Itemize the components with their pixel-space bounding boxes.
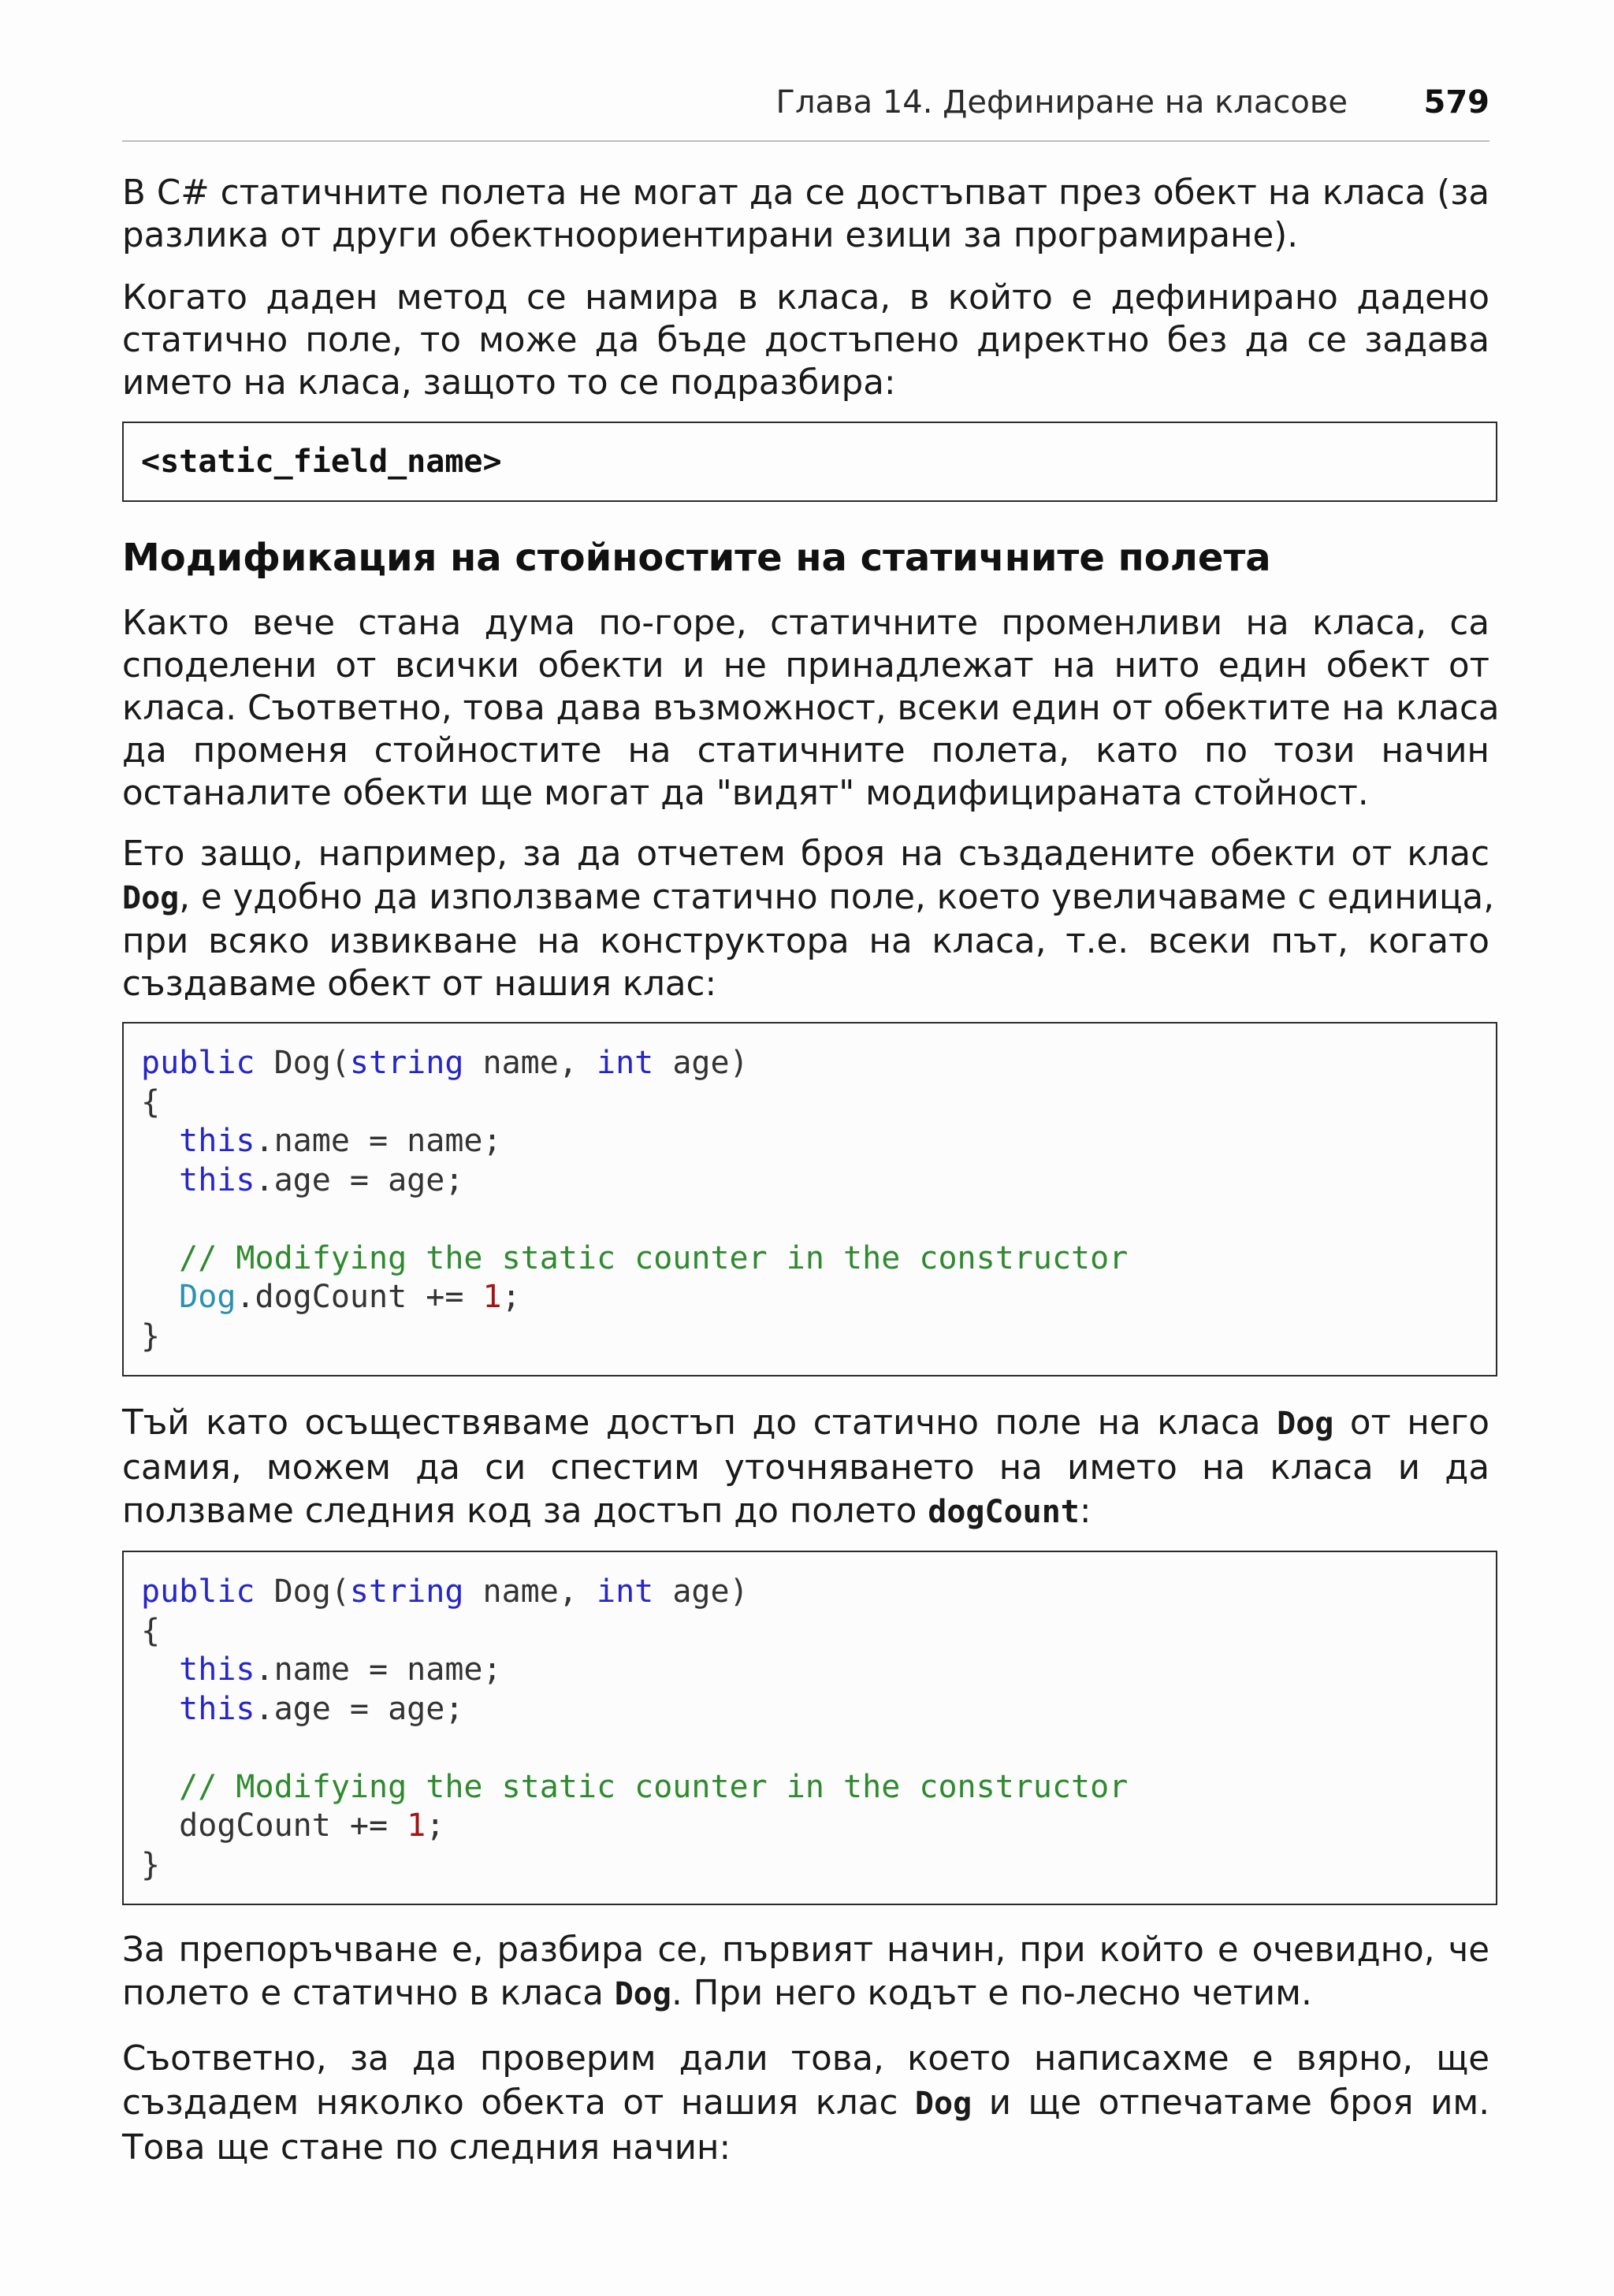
inline-code-dog: Dog [914,2086,972,2122]
page-header [122,80,1489,142]
code-comment: // Modifying the static counter in the constructor [179,1239,1129,1276]
text-line: при всяко извикване на конструктора на класа, т.е. всеки път, когато [122,922,1489,961]
text-line: създаваме обект от нашия клас: [122,964,717,1004]
text-line: разлика от други обектноориентирани езици за програмиране). [122,216,1299,255]
text-line: останалите обекти ще могат да "видят" модифицираната стойност. [122,774,1369,813]
inline-code-dog: Dog [122,880,180,916]
chapter-title: Глава 14. Дефиниране на класове [775,84,1348,121]
syntax-box [122,422,1497,502]
text-line-with-code: ползваме следния код за достъп до полето dogCount: [122,1492,1091,1531]
text-line: Ето защо, например, за да отчетем броя на създадените обекти от клас [122,834,1489,874]
syntax-text: <static_field_name> [141,444,502,480]
code-block-without-class-name [122,1551,1497,1905]
text-line: За препоръчване е, разбира се, първият начин, при който е очевидно, че [122,1930,1489,1970]
paragraph-static-access [122,172,1489,257]
text-line: името на класа, защото то се подразбира: [122,363,896,403]
text-line: самия, можем да си спестим уточняването на името на класа и да [122,1448,1489,1488]
inline-code-dog: Dog [1277,1406,1334,1442]
text-line: Съответно, за да проверим дали това, което написахме е вярно, ще [122,2039,1489,2079]
paragraph-recommendation [122,1929,1489,2016]
paragraph-direct-access [122,277,1489,404]
paragraph-count-objects [122,833,1495,1005]
paragraph-verify [122,2038,1489,2169]
text-line: да променя стойностите на статичните полета, като по този начин [122,731,1489,771]
code-listing: public Dog(string name, int age) { this.name = name; this.age = age; // Modifying the static counter in the constructor Dog.dogCount += 1; } [141,1045,1129,1354]
text-line: Както вече стана дума по-горе, статичните променливи на класа, са [122,604,1489,643]
text-line: Когато даден метод се намира в класа, в който е дефинирано дадено [122,278,1489,318]
text-line: Това ще стане по следния начин: [122,2128,731,2168]
code-block-with-class-name [122,1022,1497,1376]
text-line: статично поле, то може да бъде достъпено директно без да се задава [122,321,1489,360]
text-fragment: , е удобно да използваме статично поле, което увеличаваме с единица, [179,878,1495,917]
code-listing: public Dog(string name, int age) { this.name = name; this.age = age; // Modifying the static counter in the constructor dogCount += 1; } [141,1573,1129,1883]
text-line-with-code: полето е статично в класа Dog. При него кодът е по-лесно четим. [122,1974,1312,2013]
text-line-with-code [122,875,1495,920]
text-line-with-code: Тъй като осъществяваме достъп до статично поле на класа Dog от него [122,1403,1490,1443]
text-line: споделени от всички обекти и не принадлежат на нито един обект от [122,646,1489,685]
inline-code-dog: Dog [614,1976,671,2012]
text-line-with-code: създадем няколко обекта от нашия клас Dog и ще отпечатаме броя им. [122,2083,1490,2123]
text-line: В C# статичните полета не могат да се достъпват през обект на класа (за [122,173,1489,213]
code-comment: // Modifying the static counter in the constructor [179,1768,1129,1805]
section-heading: Модификация на стойностите на статичните полета [122,536,1271,580]
text-line: класа. Съответно, това дава възможност, всеки един от обектите на класа [122,689,1500,728]
paragraph-shared-fields [122,602,1500,815]
page-number: 579 [1423,84,1489,121]
inline-code-dogcount: dogCount [928,1494,1080,1530]
paragraph-without-class-name [122,1400,1489,1534]
